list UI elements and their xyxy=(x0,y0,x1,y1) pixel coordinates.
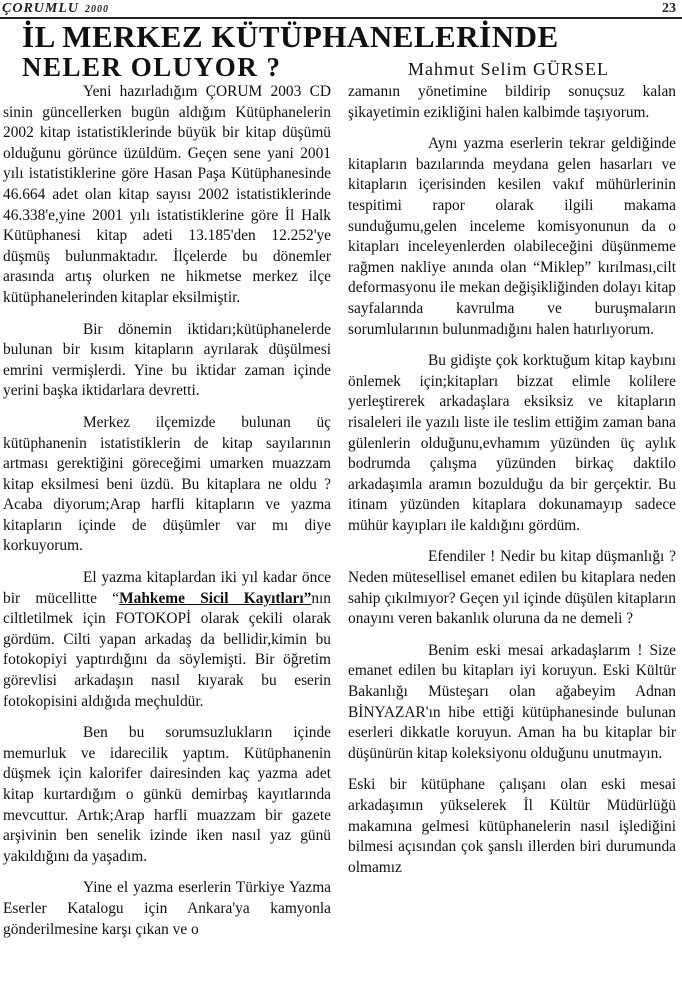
paragraph: zamanın yönetimine bildirip sonuçsuz kalan şikayetimin ezikliğini halen kalbimde taşıyorum. xyxy=(348,83,676,121)
paragraph: Aynı yazma eserlerin tekrar geldiğinde kitapların bazılarında meydana gelen hasarları ve kitapların içerisinden kesilen vakıf mühürlerinin tespitimi rapor olarak ilgili makama sunduğumu,gelen inceleme komisyonunun da o kitapları inceleyenlerden olabileceğini düşünmeme rağmen nakliye anında olan “Miklep” kırılması,cilt deformasyonu ile mekan değişikliğinden dolayı kitap sayfalarında kavrulma ve buruşmaların sorumlularının bulunmadığını halen hatırlıyorum. xyxy=(348,135,676,338)
article-author: Mahmut Selim GÜRSEL xyxy=(408,59,610,79)
paragraph: Ben bu sorumsuzlukların içinde memurluk ve idarecilik yaptım. Kütüphanenin düşmek için kalorifer dairesinden kaç yazma adet kitap kurtardığım o günkü demirbaş kayıtlarında mevcuttur. Artık;Arap harfli muazzam bir gazete arşivinin ben senelik izinde iken nasıl yaz günü yakıldığını da yaşadım. xyxy=(3,724,331,865)
article-title-line1: İL MERKEZ KÜTÜPHANELERİNDE xyxy=(22,19,559,54)
paragraph: Yeni hazırladığım ÇORUM 2003 CD sinin güncellerken bugün aldığım Kütüphanelerin 2002 kitap istatistiklerinde büyük bir kitap düşümü olduğunu görünce üzüldüm. Geçen sene yani 2001 yılı istatistiklerine göre Hasan Paşa Kütüphanesinde 46.664 adet olan kitap sayısı 2002 istatistiklerinde 46.338'e,yine 2001 yılı istatistiklerine göre İl Halk Kütüphanesi kitap adeti 13.185'den 12.252'ye düşmüş bulunmaktadır. İlçelerde bu dönemler arasında artış olurken ne hikmetse merkez ilçe kütüphanelerinden kitaplar eksilmiştir. xyxy=(3,83,331,306)
paragraph: Merkez ilçemizde bulunan üç kütüphanenin istatistiklerin de kitap sayılarının artması gerektiğini göreceğimi umarken muazzam kitap eksilmesi beni üzdü. Bu kitaplara ne oldu ? Acaba diyorum;Arap harfli kitapların ve yazma kitapların içinde de düşümler var mı diye korkuyorum. xyxy=(3,413,331,555)
article-title-line2: NELER OLUYOR ? xyxy=(22,52,282,82)
left-column xyxy=(3,82,331,940)
magazine-name xyxy=(2,1,109,17)
paragraph: Eski bir kütüphane çalışanı olan eski mesai arkadaşımın yükselerek İl Kültür Müdürlüğü makamına gelmesi kütüphanelerin nasıl işlediğini bilmesi açısından çok şanslı illerden biri durumunda olmamız xyxy=(348,776,676,876)
magazine-year: 2000 xyxy=(85,4,110,15)
page-number: 23 xyxy=(662,1,676,16)
paragraph: Benim eski mesai arkadaşlarım ! Size emanet edilen bu kitapları iyi koruyun. Eski Kültür Bakanlığı Müsteşarı olan ağabeyim Adnan BİNYAZAR'ın hibe ettiği kütüphanesinde bulunan eserleri dikkatle koruyun. Aman ha bu kitaplar bir düşünürün kitap koleksiyonu olduğunu unutmayın. xyxy=(348,641,676,762)
underlined-title: Mahkeme Sicil Kayıtları” xyxy=(119,589,312,607)
right-column xyxy=(348,82,676,878)
paragraph xyxy=(3,568,331,712)
paragraph: Bir dönemin iktidarı;kütüphanelerde bulunan bir kısım kitapların ayrılarak düşülmesi emrini vermişlerdi. Yine bu iktidar zaman içinde yerini başka iktidarlara devretti. xyxy=(3,320,331,400)
paragraph-text: El yazma kitaplardan iki yıl kadar önce bir mücellitte “ xyxy=(3,569,331,607)
magazine-title: ÇORUMLU xyxy=(2,1,80,16)
paragraph: Efendiler ! Nedir bu kitap düşmanlığı ? Neden mütesellisel emanet edilen bu kitaplara neden sahip çıkılmıyor? Geçen yıl içinde düşülen kitapların onayını veren bakanlık oluruna da ne demeli ? xyxy=(348,548,676,628)
paragraph-text: nın ciltletilmek için FOTOKOPİ olarak çekili olarak gördüm. Cilti yapan arkadaş da bellidir,kimin bu fotokopiyi yaptırdığını da söylemişti. Bir öğretim görevlisi arkadaşın nasıl kıyarak bu eserin fotokopisini aldığıda meçhuldür. xyxy=(3,589,331,710)
paragraph: Yine el yazma eserlerin Türkiye Yazma Eserler Katalogu için Ankara'ya kamyonla gönderilmesine karşı çıkan ve o xyxy=(3,879,331,938)
paragraph: Bu gidişte çok korktuğum kitap kaybını önlemek için;kitapları bizzat elimle kolilere yerleştirerek arkadaşlara eksiksiz ve kitapların risaleleri ile yazılı liste ile teslim ettiğim zaman bana gülenlerin olduğunu,evhamım yüzünden üç aylık bodrumda çalışma yüzünden birkaç daktilo arkadaşımla aramın bozulduğu da bir gerçektir. Bu itinam yüzünden kitaplara dokunamayıp sadece mühür kayıpları ile kaldığını gördüm. xyxy=(348,352,676,534)
